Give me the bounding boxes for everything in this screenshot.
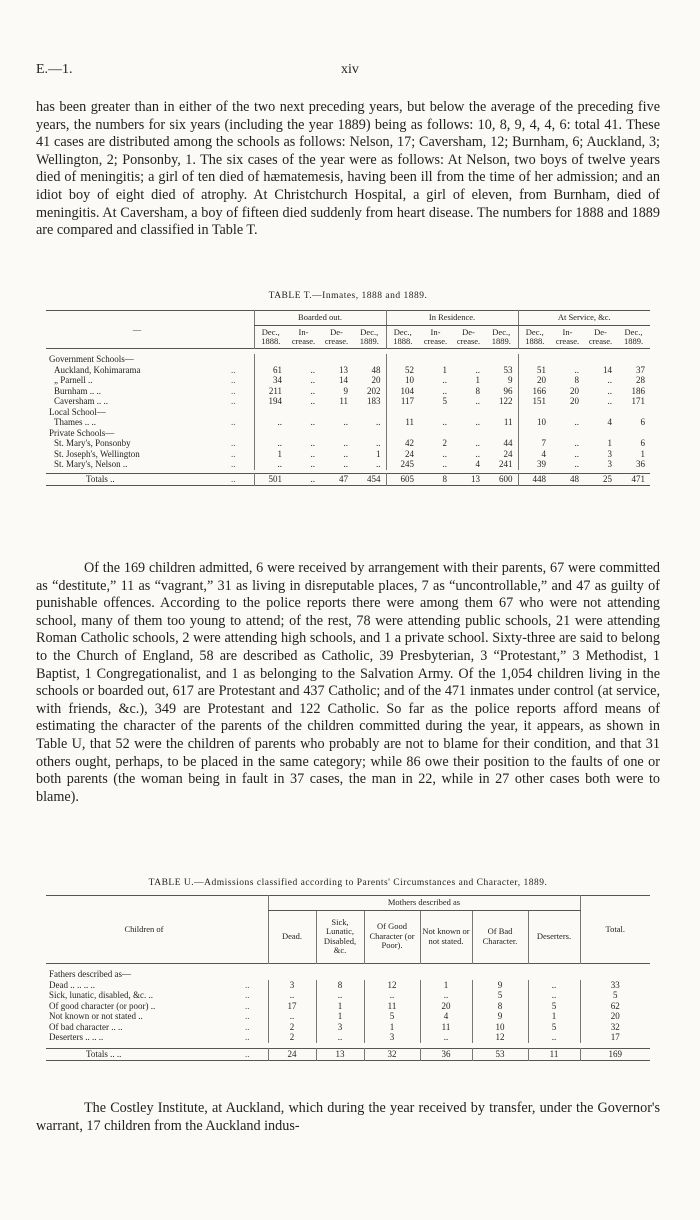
table-t [46,310,650,486]
row-group-label: Fathers described as— [49,969,131,979]
table-cell: 14 [603,364,612,375]
table-cell: .. [376,438,381,448]
table-cell: 52 [386,365,419,376]
leader-dots: .. [245,979,250,990]
row-label: St. Mary's, Nelson .. [54,459,128,469]
table-cell: 20 [570,385,579,396]
table-t-column-header: Dec., 1889. [491,326,511,346]
table-cell: 1 [364,1022,420,1033]
table-cell [254,407,287,418]
table-cell: 42 [386,438,419,449]
table-cell: .. [574,438,579,448]
table-u-group-header: Mothers described as [268,896,580,911]
table-t-column-header: In-crease. [291,326,316,346]
table-t-column-header: De-crease. [456,326,481,346]
table-cell: 600 [499,474,513,484]
table-cell: .. [475,438,480,448]
table-cell [551,428,584,439]
table-u-column-header: Deserters. [528,910,580,963]
paragraph-costley: The Costley Institute, at Auckland, which during the year received by transfer, under the Governor's warrant, 17 children from the Auckland indus- [36,1100,660,1134]
table-u-column-header: Of Bad Character. [472,910,528,963]
table-cell: 10 [472,1022,528,1033]
table-cell: .. [364,990,420,1001]
table-u-column-header: Of Good Character (or Poor). [364,910,420,963]
table-cell: 104 [386,386,419,397]
table-cell: 11 [420,1022,472,1033]
table-cell: 5 [528,1022,580,1033]
leader-dots: .. [231,459,236,469]
table-t-stub-header: — [132,323,142,334]
table-cell [320,354,353,365]
table-cell: 9 [508,375,513,385]
table-cell: 605 [386,474,419,486]
table-u-column-header: Sick, Lunatic, Disabled, &c. [316,910,364,963]
table-t-column-header: In-crease. [555,326,580,346]
table-cell: 186 [631,385,645,396]
table-t-caption: TABLE T.—Inmates, 1888 and 1889. [268,291,428,301]
table-cell [254,354,287,365]
table-cell: 8 [472,1001,528,1012]
table-cell: 5 [364,1011,420,1022]
table-cell: 1 [254,449,287,460]
report-reference: E.—1. [36,62,73,77]
table-cell: 32 [580,1022,650,1033]
table-cell: 122 [499,396,513,406]
table-cell: 4 [518,449,551,460]
table-row [46,990,650,1001]
table-cell: 14 [339,375,348,385]
table-cell: 11 [528,1049,580,1061]
table-cell: .. [310,448,315,459]
table-cell: 13 [316,1049,364,1061]
table-cell: .. [310,417,315,427]
table-u-caption: TABLE U.—Admissions classified according to Parents' Circumstances and Character, 1889. [148,878,548,888]
table-cell: 3 [316,1022,364,1033]
table-u-stub-header: Children of [124,923,164,934]
table-cell: 6 [640,438,645,448]
table-cell: .. [475,396,480,406]
table-cell: .. [376,459,381,469]
table-cell: 17 [580,1032,650,1043]
table-cell: .. [607,396,612,406]
table-t-column-header: Dec., 1889. [359,326,379,346]
table-cell: 17 [268,1001,316,1012]
table-cell [617,428,650,439]
table-cell: .. [376,417,381,427]
table-cell: 183 [367,396,381,406]
table-row [46,375,650,386]
table-cell: .. [316,990,364,1001]
table-row [46,1032,650,1043]
table-cell [353,407,386,418]
table-cell [452,407,485,418]
table-cell [617,407,650,418]
table-cell: 12 [472,1032,528,1043]
table-u-column-header: Not known or not stated. [420,910,472,963]
leader-dots: .. [245,1021,250,1032]
table-cell: 8 [574,375,579,385]
table-cell: 1 [640,448,645,459]
table-t-column-header: De-crease. [588,326,613,346]
table-cell [452,428,485,439]
table-t-column-header: Dec., 1888. [386,325,419,348]
table-cell: 1 [475,375,480,385]
table-cell: .. [475,417,480,427]
table-t-group-header: Boarded out. [254,311,386,326]
table-row [46,428,650,439]
table-cell: 20 [580,1011,650,1022]
table-cell: .. [254,417,287,428]
table-t-column-header: Dec., 1889. [623,326,644,346]
table-cell: 448 [518,474,551,486]
row-label: Auckland, Kohimarama [54,364,141,375]
table-cell: 11 [503,417,513,427]
table-cell: .. [254,459,287,470]
table-cell: 33 [580,980,650,991]
table-cell [353,428,386,439]
table-cell: 36 [636,459,645,469]
table-t-group-header: At Service, &c. [518,311,650,326]
page-number: xiv [341,62,359,77]
table-cell: 39 [518,459,551,470]
table-row [46,1011,650,1022]
table-cell: 51 [518,365,551,376]
leader-dots: .. [245,1000,250,1011]
table-cell: 2 [442,438,447,448]
leader-dots: .. [231,474,236,484]
table-cell [485,407,518,418]
table-cell: 25 [603,474,612,484]
table-cell [584,407,617,418]
table-cell: 501 [254,474,287,486]
table-row [46,1001,650,1012]
table-cell [419,428,452,439]
table-cell: .. [343,438,348,448]
table-cell: .. [574,364,579,375]
leader-dots: .. [231,396,236,406]
table-cell: 34 [254,375,287,386]
table-cell [353,354,386,365]
table-cell [386,407,419,418]
table-cell: 20 [570,396,579,406]
leader-dots: .. [245,990,250,1000]
table-cell: .. [442,375,447,385]
table-cell [419,407,452,418]
table-cell [551,354,584,365]
leader-dots: .. [245,1049,250,1059]
table-t-group-header: In Residence. [386,311,518,326]
table-cell: 211 [254,386,287,397]
table-u [46,895,650,1061]
table-cell: 10 [518,417,551,428]
leader-dots: .. [231,417,236,427]
table-cell [518,428,551,439]
leader-dots: .. [231,438,236,448]
table-cell: 47 [339,474,348,484]
table-cell: 4 [420,1011,472,1022]
table-cell: 20 [371,375,381,385]
table-cell: .. [343,459,348,469]
leader-dots [228,354,254,365]
leader-dots [228,407,254,418]
row-label: Local School— [49,406,106,417]
table-cell: 8 [475,385,480,396]
table-cell: 11 [339,396,348,406]
table-cell: 11 [386,417,419,428]
table-cell: 3 [268,980,316,991]
table-t-column-header: De-crease. [324,326,349,346]
table-cell [584,354,617,365]
table-cell: .. [442,417,447,427]
table-cell: .. [310,396,315,406]
table-cell: 151 [518,396,551,407]
table-row [46,417,650,428]
table-cell: .. [420,1032,472,1043]
table-cell: 13 [339,364,348,375]
table-cell: .. [607,375,612,385]
row-label: Thames .. .. [54,417,96,427]
table-cell: .. [442,385,447,396]
table-cell: .. [310,459,315,469]
table-cell: 2 [268,1022,316,1033]
table-cell: .. [310,375,315,385]
table-cell: 5 [580,990,650,1001]
table-cell: 3 [607,448,612,459]
leader-dots: .. [245,1011,250,1021]
table-cell: 1 [420,980,472,991]
table-row [46,459,650,470]
table-cell: 24 [386,449,419,460]
table-cell: 6 [640,417,645,427]
leader-dots: .. [231,364,236,375]
table-cell [287,354,320,365]
table-cell: 37 [636,364,645,375]
table-cell [518,354,551,365]
table-row [46,1022,650,1033]
leader-dots: .. [245,1032,250,1042]
table-cell: .. [607,385,612,396]
table-cell: 48 [371,364,381,375]
leader-dots: .. [231,385,236,396]
table-cell: 53 [472,1049,528,1061]
row-label: Dead .. .. .. .. [49,979,95,990]
table-cell: 166 [518,386,551,397]
table-cell: .. [475,364,480,375]
table-cell: .. [254,438,287,449]
table-row [46,969,650,980]
table-cell: 28 [636,375,645,385]
table-cell: 4 [607,417,612,427]
table-cell [518,407,551,418]
table-cell: 454 [367,474,381,484]
table-row [46,407,650,418]
table-cell: .. [316,1032,364,1043]
table-cell: .. [574,417,579,427]
table-cell: 471 [631,474,645,484]
table-row [46,449,650,460]
table-cell: 36 [420,1049,472,1061]
table-cell: 24 [503,448,513,459]
table-cell [254,428,287,439]
table-cell: .. [310,438,315,448]
table-cell [386,354,419,365]
table-cell: 5 [528,1001,580,1012]
table-row [46,386,650,397]
table-row [46,396,650,407]
table-cell: 245 [386,459,419,470]
table-cell: 169 [580,1049,650,1061]
table-cell: 32 [364,1049,420,1061]
table-cell: .. [528,980,580,991]
table-cell: 96 [503,385,513,396]
table-cell: 8 [316,980,364,991]
row-label: Of bad character .. .. [49,1021,123,1032]
table-cell: .. [528,990,580,1001]
table-cell: 13 [471,474,480,484]
table-cell: 202 [367,385,381,396]
table-cell: 241 [499,459,513,469]
table-cell: 10 [386,375,419,386]
table-cell [287,407,320,418]
row-label: „ Parnell .. [54,375,93,385]
row-label: Deserters .. .. .. [49,1032,104,1042]
table-cell [320,407,353,418]
table-u-column-header: Dead. [268,910,316,963]
table-cell: 1 [607,438,612,448]
leader-dots [228,428,254,439]
row-label: Sick, lunatic, disabled, &c. .. [49,990,153,1000]
table-cell: 9 [472,1011,528,1022]
table-cell: 5 [442,396,447,406]
table-u-total-header: Total. [580,896,650,964]
table-cell: .. [528,1032,580,1043]
row-label: Totals .. [86,474,115,484]
table-cell [485,354,518,365]
table-cell [452,354,485,365]
table-cell: 4 [475,459,480,469]
paragraph-admissions: Of the 169 children admitted, 6 were received by arrangement with their parents, 67 were committed as “destitute,” 11 as “vagrant,” 31 as living in disreputable places, 7 as “uncontrollable,” and 47 as guilty of punishable offences. According to the police reports there were among them 67 who were not attending school, many of them too young to attend; of the rest, 78 were attending public schools, 21 were attending Roman Catholic schools, 2 were attending high schools, and 1 a private school. Sixty-three are said to belong to the Church of England, 58 are described as Catholic, 39 Presbyterian, 3 “Protestant,” 3 Methodist, 1 Baptist, 1 Congregationalist, and 1 as belonging to the Salvation Army. Of the 1,054 children living in the schools or boarded out, 617 are Protestant and 437 Catholic; and of the 471 inmates under control (at service, with friends, &c.), 349 are Protestant and 122 Catholic. So far as the police reports afford means of estimating the character of the parents of the children committed during the year, it appears, as shown in Table U, that 52 were the children of parents who probably are not to blame for their condition, and that 31 others ought, perhaps, to be placed in the same category; while 86 owe their position to the faults of one or both parents (the woman being in fault in 37 cases, the man in 22, while in 27 other cases both were to blame). [36,560,660,805]
page-header [36,62,664,82]
table-cell: .. [574,459,579,469]
table-cell: 117 [386,396,419,407]
table-cell: 53 [503,364,513,375]
table-t-column-header: Dec., 1888. [254,325,287,348]
table-cell [551,407,584,418]
table-cell: .. [475,448,480,459]
row-label: St. Joseph's, Wellington [54,448,140,459]
table-row [46,365,650,376]
table-cell: 62 [580,1001,650,1012]
table-cell [287,428,320,439]
table-cell: .. [442,448,447,459]
table-cell: .. [442,459,447,469]
table-cell: 1 [316,1011,364,1022]
row-label: St. Mary's, Ponsonby [54,438,131,448]
row-label: Totals .. .. [86,1049,122,1059]
table-cell: 61 [254,365,287,376]
table-cell: .. [574,448,579,459]
table-cell: 1 [376,448,381,459]
table-cell: 171 [631,396,645,406]
row-label: Private Schools— [49,427,115,438]
row-label: Government Schools— [49,354,134,364]
table-cell: 12 [364,980,420,991]
table-cell: .. [310,474,315,484]
table-cell: 3 [607,459,612,469]
table-cell: .. [310,385,315,396]
table-cell: 1 [442,364,447,375]
table-cell [617,354,650,365]
table-u-totals-row [46,1049,650,1061]
table-cell: 7 [518,438,551,449]
leader-dots: .. [231,448,236,459]
table-cell [485,428,518,439]
table-cell: 11 [364,1001,420,1012]
row-label: Of good character (or poor) .. [49,1000,156,1011]
table-t-totals-row [46,474,650,486]
table-row [46,438,650,449]
paragraph-deaths: has been greater than in either of the two next preceding years, but below the average of the preceding five years, the numbers for six years (including the year 1889) being as follows: 10, 8, 9, 4, 4, 6: total 41. These 41 cases are distributed among the schools as follows: Nelson, 17; Caversham, 12; Burnham, 6; Auckland, 3; Wellington, 2; Ponsonby, 1. The six cases of the year were as follows: At Nelson, two boys of twelve years died of meningitis; a girl of ten died of hæmatemesis, having been ill from the time of her admission; and an idiot boy of eight died of atrophy. At Christchurch Hospital, a girl of eleven, from Burnham, died of meningitis. At Caversham, a boy of fifteen died suddenly from heart disease. The numbers for 1888 and 1889 are compared and classified in Table T. [36,99,660,239]
table-cell: 24 [268,1049,316,1061]
table-t-column-header: Dec., 1888. [518,325,551,348]
table-cell [386,428,419,439]
table-cell: 3 [364,1032,420,1043]
table-row [46,980,650,991]
row-label: Burnham .. .. [54,385,101,396]
table-cell [419,354,452,365]
table-cell: 5 [472,990,528,1001]
table-t-column-header: In-crease. [423,326,448,346]
table-cell: 1 [528,1011,580,1022]
table-cell: .. [420,990,472,1001]
table-cell: 1 [316,1001,364,1012]
row-label: Not known or not stated .. [49,1011,143,1021]
table-cell: .. [310,364,315,375]
table-cell: 2 [268,1032,316,1043]
table-cell [584,428,617,439]
table-cell: 9 [472,980,528,991]
table-cell: .. [268,1011,316,1022]
table-row [46,354,650,365]
table-cell: .. [343,448,348,459]
table-cell: 44 [503,438,513,448]
table-cell: 48 [570,474,579,484]
table-cell: 9 [343,385,348,396]
row-label: Caversham .. .. [54,396,108,406]
table-cell: 8 [442,474,447,484]
table-cell [320,428,353,439]
table-cell: .. [343,417,348,427]
table-cell: 20 [420,1001,472,1012]
table-cell: 20 [518,375,551,386]
table-cell: 194 [254,396,287,407]
leader-dots: .. [231,375,236,385]
table-cell: .. [268,990,316,1001]
